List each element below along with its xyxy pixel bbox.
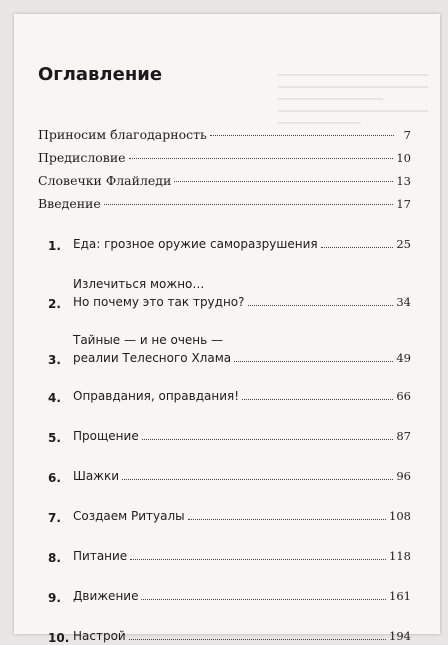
table-of-contents — [38, 127, 411, 645]
chapter-title — [73, 387, 239, 405]
page-number: 118 — [389, 549, 411, 563]
chapter-title-line: Шажки — [73, 469, 120, 483]
chapter-title-line: Еда: грозное оружие саморазрушения — [73, 237, 318, 251]
chapter-entry[interactable] — [48, 275, 411, 311]
book-page — [14, 14, 440, 645]
dot-leader — [129, 639, 386, 640]
entry-title: Словечки Флайледи — [38, 173, 172, 188]
dot-leader — [142, 439, 394, 440]
chapter-number: 10. — [48, 631, 70, 645]
front-matter-entry[interactable] — [38, 150, 411, 173]
chapter-number: 6. — [48, 471, 61, 485]
chapter-entry[interactable] — [48, 587, 411, 605]
front-matter-entry[interactable] — [38, 127, 411, 150]
page-number: 49 — [396, 351, 411, 365]
chapter-title-line: Создаем Ритуалы — [73, 509, 185, 523]
dot-leader — [188, 519, 386, 520]
chapter-number: 3. — [48, 353, 61, 367]
page-number: 7 — [403, 128, 411, 142]
chapter-entry[interactable] — [48, 331, 411, 367]
show-through-text — [278, 74, 428, 134]
dot-leader — [210, 135, 394, 136]
front-matter-entry[interactable] — [38, 173, 411, 196]
chapter-number: 5. — [48, 431, 61, 445]
dot-leader — [122, 479, 393, 480]
page-number: 17 — [396, 197, 411, 211]
page-number: 87 — [396, 429, 411, 443]
chapter-title-line: Прощение — [73, 429, 139, 443]
chapter-title — [73, 427, 139, 445]
chapter-title-line: Излечиться можно… — [73, 277, 205, 291]
dot-leader — [321, 247, 394, 248]
page-number: 10 — [396, 151, 411, 165]
chapter-number: 8. — [48, 551, 61, 565]
front-matter-list — [38, 127, 411, 219]
chapter-title — [73, 331, 231, 367]
entry-title: Приносим благодарность — [38, 127, 207, 142]
chapter-title — [73, 275, 245, 311]
page-number: 25 — [396, 237, 411, 251]
chapter-title — [73, 587, 138, 605]
chapter-entry[interactable] — [48, 547, 411, 565]
chapter-number: 7. — [48, 511, 61, 525]
chapter-number: 9. — [48, 591, 61, 605]
chapter-title-line: Движение — [73, 589, 139, 603]
chapter-number: 4. — [48, 391, 61, 405]
chapter-title-line: Оправдания, оправдания! — [73, 389, 240, 403]
chapter-entry[interactable] — [48, 507, 411, 525]
chapter-number: 1. — [48, 239, 61, 253]
chapter-title-line: Настрой — [73, 629, 126, 643]
chapter-list — [38, 235, 411, 645]
chapter-title-line: Питание — [73, 549, 128, 563]
page-number: 13 — [396, 174, 411, 188]
chapter-title — [73, 235, 318, 253]
chapter-number: 2. — [48, 297, 61, 311]
page-number: 194 — [389, 629, 411, 643]
chapter-title — [73, 627, 126, 645]
chapter-entry[interactable] — [48, 235, 411, 253]
dot-leader — [234, 361, 393, 362]
entry-title: Предисловие — [38, 150, 126, 165]
chapter-title — [73, 507, 185, 525]
page-title: Оглавление — [38, 64, 163, 85]
dot-leader — [129, 158, 394, 159]
page-number: 96 — [396, 469, 411, 483]
front-matter-entry[interactable] — [38, 196, 411, 219]
dot-leader — [130, 559, 386, 560]
page-number: 161 — [389, 589, 411, 603]
dot-leader — [248, 305, 394, 306]
chapter-entry[interactable] — [48, 467, 411, 485]
chapter-entry[interactable] — [48, 387, 411, 405]
chapter-entry[interactable] — [48, 427, 411, 445]
chapter-title-line: Тайные — и не очень — — [73, 333, 224, 347]
chapter-entry[interactable] — [48, 627, 411, 645]
dot-leader — [104, 204, 394, 205]
dot-leader — [174, 181, 393, 182]
dot-leader — [141, 599, 386, 600]
chapter-title — [73, 547, 127, 565]
page-number: 66 — [396, 389, 411, 403]
chapter-title-line: реалии Телесного Хлама — [73, 351, 232, 365]
entry-title: Введение — [38, 196, 101, 211]
dot-leader — [242, 399, 393, 400]
page-number: 108 — [389, 509, 411, 523]
page-number: 34 — [396, 295, 411, 309]
chapter-title — [73, 467, 119, 485]
chapter-title-line: Но почему это так трудно? — [73, 295, 245, 309]
